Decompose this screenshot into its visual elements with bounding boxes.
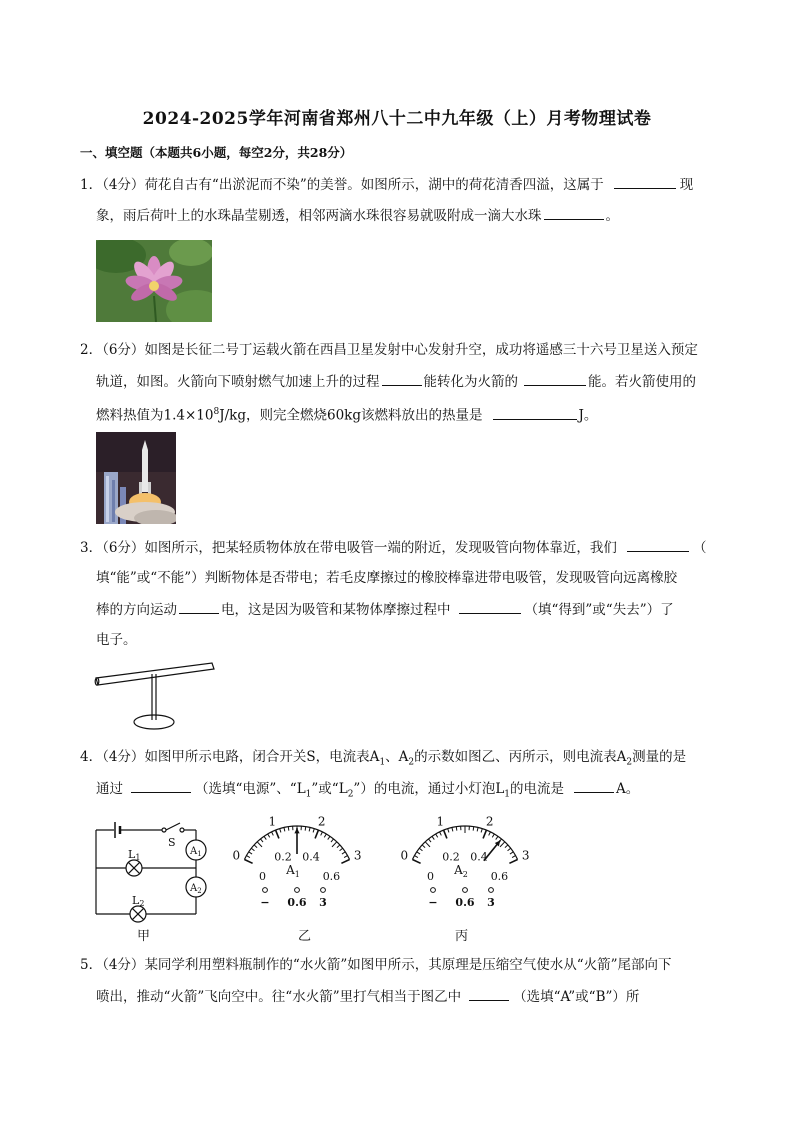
q1-line2: 象，雨后荷叶上的水珠晶莹剔透，相邻两滴水珠很容易就吸附成一滴大水珠 。 (96, 205, 619, 226)
meter-yi-needle-head (294, 828, 299, 833)
meter-yi-tick (257, 842, 262, 847)
meter-bing-tick (422, 845, 425, 848)
q2-line1 (80, 340, 698, 360)
q1-score: （4分） (102, 177, 145, 193)
q5-line1 (80, 955, 672, 975)
meter-bing-tick (481, 829, 482, 833)
section-heading: 一、填空题（本题共6小题，每空2分，共28分） (80, 145, 353, 160)
meter-yi-name: $A_1$ (286, 863, 300, 879)
meter-yi-tick (321, 832, 323, 836)
meter-bing-tick (489, 832, 491, 836)
meter-bing-tick (492, 834, 494, 837)
q4-line2: 通过 （选填“电源”、“$L_1$”或“$L_2$”）的电流，通过小灯泡$L_1$的电流是 A。 (96, 778, 639, 805)
meter-yi-tick (280, 829, 281, 833)
meter-yi-outer-label: 0 (232, 848, 241, 863)
q2-line3: 燃料热值为$1.4\times 10^8J/kg$，则完全燃烧60kg该燃料放出的热量是 J。 (96, 402, 597, 426)
switch-label: S (168, 836, 176, 849)
meter-yi-inner-label: 0.2 (274, 850, 292, 864)
meter-bing-tick (473, 827, 474, 831)
meter-bing-inner-label: 0.4 (470, 850, 488, 864)
q1-number: 1． (80, 177, 103, 193)
meter-yi-tick (251, 848, 254, 850)
lamp2-label: L2 (132, 894, 145, 908)
q5-score: （4分） (102, 957, 145, 973)
meter-bing-inner-label: 0.6 (490, 869, 509, 883)
meter-yi-inner-label: 0.4 (302, 850, 320, 864)
meter-yi-tick (324, 834, 326, 837)
meter-bing-tick (444, 830, 447, 838)
meter-bing-tick (508, 848, 511, 850)
q3-blank-2[interactable] (179, 599, 219, 614)
meter-a2-label: $A_2$ (190, 883, 202, 895)
q3-text: 如图所示，把某轻质物体放在带电吸管一端的附近，发现吸管向物体靠近，我们 (144, 540, 617, 556)
q5-text: 某同学利用塑料瓶制作的“水火箭”如图甲所示，其原理是压缩空气使水从“火箭”尾部向下 (144, 957, 672, 973)
meter-yi-tick (309, 827, 310, 831)
q4-score: （4分） (102, 749, 145, 765)
q2-line2: 轨道，如图。火箭向下喷射燃气加速上升的过程 能转化为火箭的 能。若火箭使用的 (96, 371, 696, 392)
meter-yi-tick (288, 827, 289, 831)
meter-yi-terminal-label: 0.6 (287, 896, 307, 909)
q2-blank-1[interactable] (382, 371, 422, 386)
q5-number: 5． (80, 957, 103, 973)
meter-bing-terminal (431, 888, 436, 893)
q3-line4: 电子。 (96, 632, 137, 648)
meter-bing-tick (432, 836, 434, 839)
meter-yi-inner-label: 0 (259, 869, 267, 883)
meter-bing-tick (412, 859, 420, 863)
lamp1-label: L1 (128, 848, 141, 862)
meter-yi-terminal-label: − (260, 896, 270, 909)
q1-blank-2[interactable] (544, 205, 604, 220)
meter-bing-tick (500, 842, 505, 847)
meter-bing-tick (425, 842, 430, 847)
meter-bing-tick (440, 832, 442, 836)
ammeter-dial-yi (225, 806, 385, 916)
lotus-image (96, 240, 212, 322)
meter-bing-terminal-label: 0.6 (455, 896, 475, 909)
meter-yi-tick (331, 839, 334, 842)
q1-line1: 1．（4分）荷花自古有“出淤泥而不染”的美誉。如图所示，湖中的荷花清香四溢，这属于 现 (80, 174, 693, 195)
q3-blank-3[interactable] (459, 599, 521, 614)
meter-bing-terminal-label: − (428, 896, 438, 909)
meter-bing-tick (417, 852, 420, 854)
meter-bing-tick (477, 827, 478, 831)
meter-bing-outer-label: 3 (521, 848, 530, 863)
meter-yi-terminal (263, 888, 268, 893)
meter-yi-outer-label: 1 (268, 814, 277, 829)
q1-blank-1[interactable] (614, 174, 676, 189)
meter-yi-tick (244, 859, 252, 863)
q4-blank-1[interactable] (131, 778, 191, 793)
meter-a1-label: $A_1$ (190, 846, 202, 858)
meter-yi-outer-label: 3 (353, 848, 362, 863)
meter-yi-tick (284, 827, 285, 831)
meter-bing-outer-label: 2 (485, 814, 494, 829)
meter-bing-inner-label: 0 (427, 869, 435, 883)
meter-bing-name: $A_2$ (454, 863, 468, 879)
meter-yi-tick (268, 834, 270, 837)
meter-bing-inner-label: 0.2 (442, 850, 460, 864)
straw-stand-diagram (90, 658, 220, 738)
meter-bing-tick (505, 845, 508, 848)
q3-blank-1[interactable] (627, 537, 689, 552)
q2-blank-3[interactable] (493, 405, 577, 420)
meter-bing-tick (414, 856, 417, 858)
ammeter-dial-bing (393, 806, 553, 916)
meter-yi-tick (254, 845, 257, 848)
q3-number: 3． (80, 540, 103, 556)
circuit-diagram (88, 818, 216, 928)
meter-yi-tick (328, 836, 330, 839)
meter-bing-terminal-label: 3 (487, 896, 495, 909)
meter-bing-tick (456, 827, 457, 831)
q4-blank-2[interactable] (574, 778, 614, 793)
q3-score: （6分） (102, 540, 145, 556)
q3-line3: 棒的方向运动 电，这是因为吸管和某物体摩擦过程中 （填“得到”或“失去”）了 (96, 599, 674, 620)
meter-yi-tick (276, 830, 279, 838)
meter-bing-outer-label: 1 (436, 814, 445, 829)
q4-text: 如图甲所示电路，闭合开关S，电流表A (144, 749, 380, 765)
meter-bing-tick (419, 848, 422, 850)
meter-yi-inner-label: 0.6 (322, 869, 341, 883)
meter-bing-tick (510, 852, 513, 854)
q3-line2: 填“能”或“不能”）判断物体是否带电；若毛皮摩擦过的橡胶棒靠进带电吸管，发现吸管向远离橡胶 (96, 570, 678, 586)
meter-bing-tick (452, 827, 453, 831)
q5-blank-1[interactable] (469, 986, 509, 1001)
q2-score: （6分） (102, 342, 145, 358)
meter-yi-tick (260, 839, 263, 842)
q1-text: 荷花自古有“出淤泥而不染”的美誉。如图所示，湖中的荷花清香四溢，这属于 (144, 177, 604, 193)
meter-yi-tick (264, 836, 266, 839)
meter-bing-tick (496, 836, 498, 839)
q2-blank-2[interactable] (524, 371, 586, 386)
meter-yi-tick (342, 852, 345, 854)
q3-line1: 3．（6分）如图所示，把某轻质物体放在带电吸管一端的附近，发现吸管向物体靠近，我们 （ (80, 537, 706, 558)
meter-yi-tick (344, 856, 347, 858)
meter-yi-tick (341, 859, 349, 863)
meter-yi-tick (332, 842, 337, 847)
q4-number: 4． (80, 749, 103, 765)
meter-bing-terminal (463, 888, 468, 893)
meter-yi-tick (337, 845, 340, 848)
meter-yi-tick (340, 848, 343, 850)
meter-yi-terminal (295, 888, 300, 893)
meter-yi-terminal-label: 3 (319, 896, 327, 909)
meter-yi-tick (249, 852, 252, 854)
meter-yi-tick (246, 856, 249, 858)
meter-yi-tick (305, 827, 306, 831)
q4-line1: 4．（4分）如图甲所示电路，闭合开关S，电流表$A_1$、$A_2$的示数如图乙、丙所示，则电流表$A_2$测量的是 (80, 749, 687, 768)
meter-bing-tick (512, 856, 515, 858)
q5-line2: 喷出，推动“火箭”飞向空中。往“水火箭”里打气相当于图乙中 （选填“A”或“B”）所 (96, 986, 639, 1007)
caption-jia: 甲 (137, 929, 151, 944)
caption-yi: 乙 (298, 929, 312, 944)
meter-bing-tick (428, 839, 431, 842)
caption-bing: 丙 (455, 929, 469, 944)
meter-yi-tick (313, 829, 314, 833)
meter-bing-tick (448, 829, 449, 833)
rocket-launch-image (96, 432, 176, 524)
meter-yi-outer-label: 2 (317, 814, 326, 829)
meter-bing-outer-label: 0 (400, 848, 409, 863)
meter-yi-terminal (321, 888, 326, 893)
meter-bing-terminal (489, 888, 494, 893)
q2-text: 如图是长征二号丁运载火箭在西昌卫星发射中心发射升空，成功将遥感三十六号卫星送入预定 (144, 342, 698, 358)
q2-number: 2． (80, 342, 103, 358)
meter-yi-tick (315, 830, 318, 838)
meter-bing-tick (483, 830, 486, 838)
page-title: 2024-2025学年河南省郑州八十二中九年级（上）月考物理试卷 (142, 109, 652, 129)
meter-bing-tick (436, 834, 438, 837)
meter-bing-tick (509, 859, 517, 863)
meter-yi-tick (272, 832, 274, 836)
